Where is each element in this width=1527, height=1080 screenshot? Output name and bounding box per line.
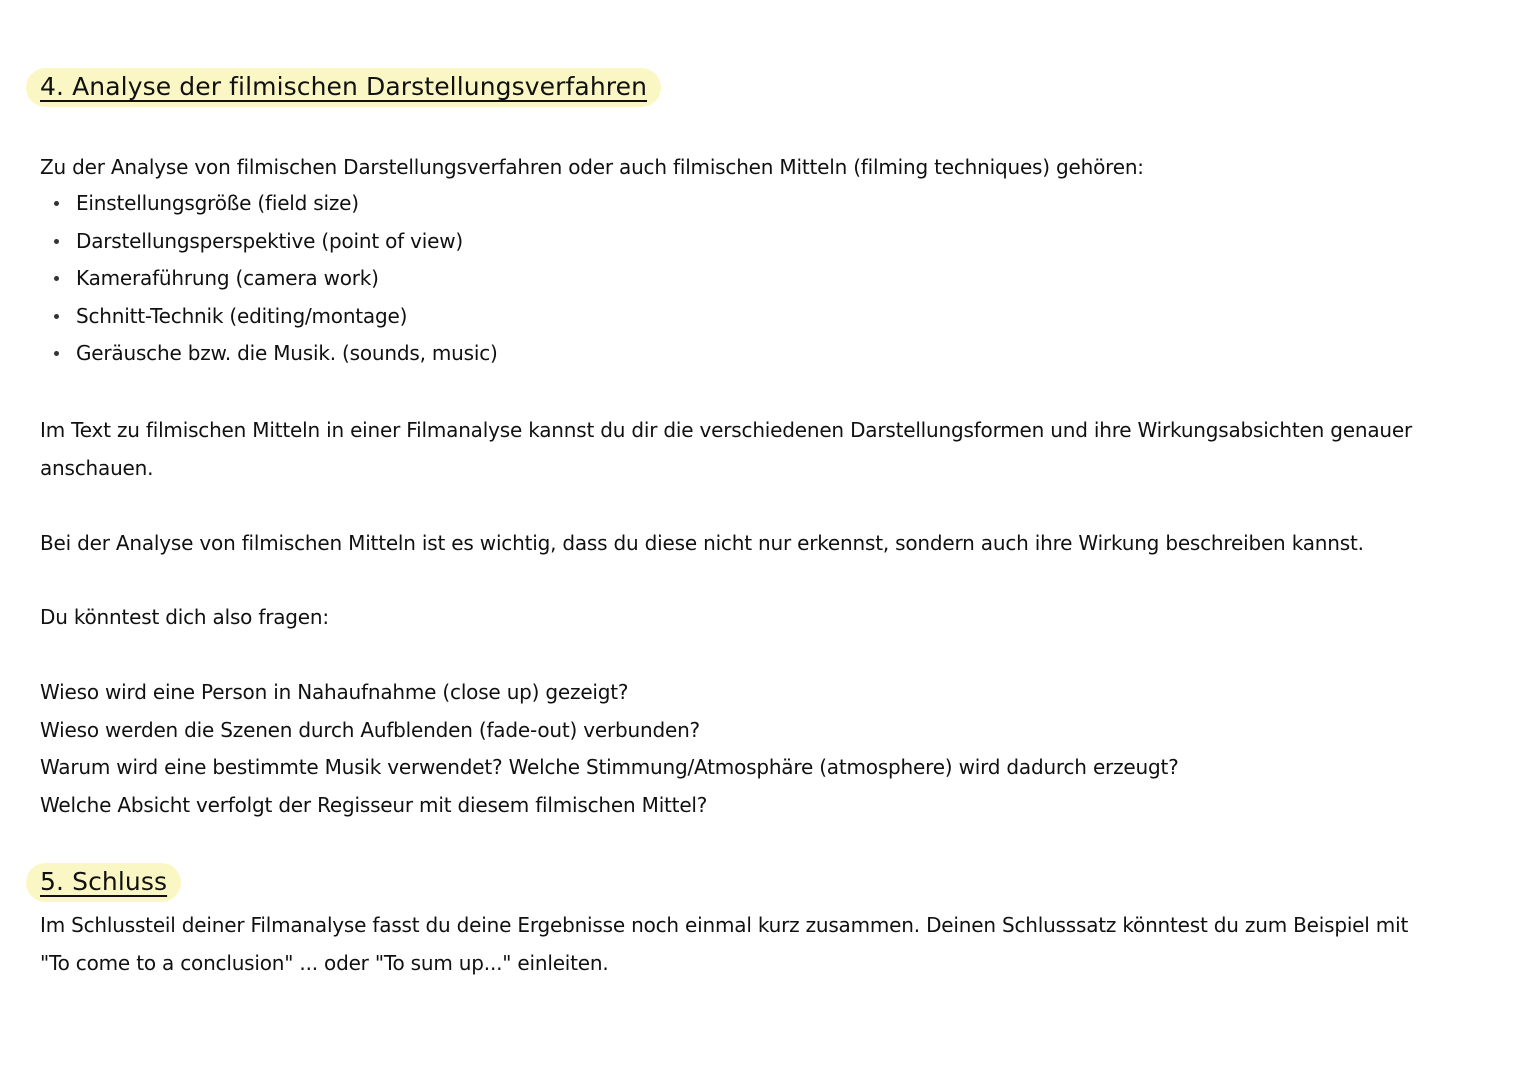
section-5-heading-highlight [26, 863, 181, 902]
question-line: Wieso wird eine Person in Nahaufnahme (close up) gezeigt? [40, 680, 629, 704]
bullet-icon [54, 314, 59, 319]
section-4-intro: Zu der Analyse von filmischen Darstellungsverfahren oder auch filmischen Mitteln (filming techniques) gehören: [40, 155, 1144, 179]
bullet-icon [54, 351, 59, 356]
paragraph-line: Bei der Analyse von filmischen Mitteln ist es wichtig, dass du diese nicht nur erkennst, sondern auch ihre Wirkung beschreiben kannst. [40, 531, 1364, 555]
list-item-text: Darstellungsperspektive (point of view) [76, 228, 464, 253]
paragraph-line: Du könntest dich also fragen: [40, 605, 329, 629]
list-item-text: Geräusche bzw. die Musik. (sounds, music) [76, 341, 498, 365]
list-item-text: Kameraführung (camera work) [76, 266, 379, 290]
section-4-heading-highlight [26, 68, 661, 107]
question-line: Warum wird eine bestimmte Musik verwendet? Welche Stimmung/Atmosphäre (atmosphere) wird dadurch erzeugt? [40, 755, 1179, 779]
list-item-text: Schnitt-Technik (editing/montage) [76, 303, 408, 328]
paragraph-line: anschauen. [40, 456, 154, 480]
conclusion-line: Im Schlussteil deiner Filmanalyse fasst du deine Ergebnisse noch einmal kurz zusammen. Deinen Schlusssatz könntest du zum Beispiel mit [40, 913, 1409, 937]
paragraph-line: Im Text zu filmischen Mitteln in einer Filmanalyse kannst du dir die verschiedenen Darstellungsformen und ihre Wirkungsabsichten genauer [40, 418, 1413, 442]
section-4-heading: 4. Analyse der filmischen Darstellungsverfahren [40, 72, 648, 101]
bullet-icon [54, 276, 59, 281]
section-5-heading: 5. Schluss [40, 867, 168, 896]
bullet-icon [54, 201, 59, 206]
list-item-text: Einstellungsgröße (field size) [76, 191, 359, 215]
conclusion-line: "To come to a conclusion" ... oder "To sum up..." einleiten. [40, 951, 609, 975]
question-line: Welche Absicht verfolgt der Regisseur mit diesem filmischen Mittel? [40, 793, 708, 817]
question-line: Wieso werden die Szenen durch Aufblenden (fade-out) verbunden? [40, 718, 700, 742]
bullet-icon [54, 239, 59, 244]
